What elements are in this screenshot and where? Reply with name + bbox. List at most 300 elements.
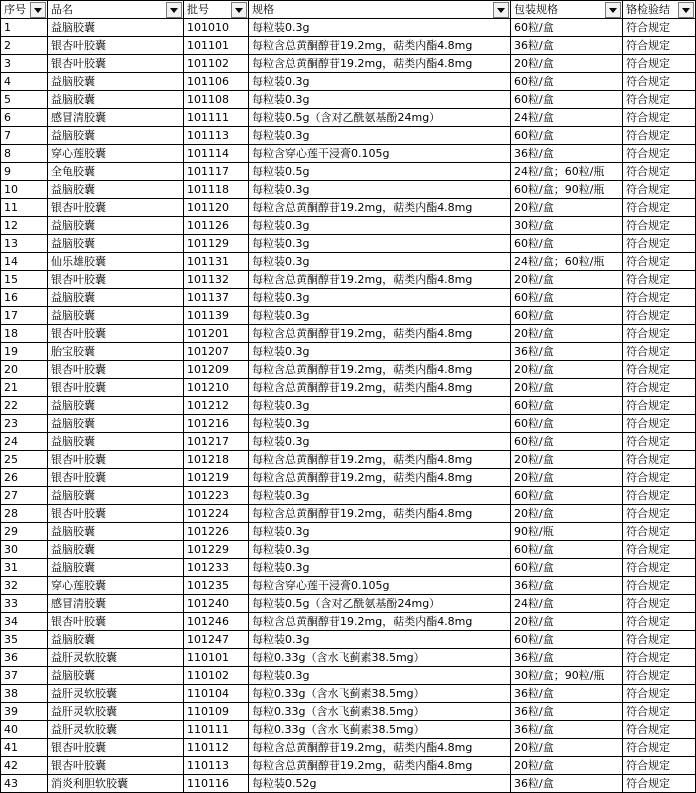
- cell-index[interactable]: 26: [1, 469, 48, 487]
- cell-spec[interactable]: 每粒0.33g（含水飞蓟素38.5mg）: [249, 721, 511, 739]
- cell-index[interactable]: 15: [1, 271, 48, 289]
- cell-product-name[interactable]: 银杏叶胶囊: [48, 505, 184, 523]
- cell-batch[interactable]: 101106: [184, 73, 249, 91]
- filter-dropdown-icon[interactable]: [605, 2, 621, 18]
- cell-index[interactable]: 43: [1, 775, 48, 793]
- cell-product-name[interactable]: 银杏叶胶囊: [48, 37, 184, 55]
- cell-result[interactable]: 符合规定: [623, 505, 696, 523]
- cell-result[interactable]: 符合规定: [623, 433, 696, 451]
- cell-batch[interactable]: 101101: [184, 37, 249, 55]
- cell-product-name[interactable]: 银杏叶胶囊: [48, 379, 184, 397]
- cell-index[interactable]: 21: [1, 379, 48, 397]
- cell-index[interactable]: 34: [1, 613, 48, 631]
- cell-index[interactable]: 36: [1, 649, 48, 667]
- cell-batch[interactable]: 110113: [184, 757, 249, 775]
- cell-package[interactable]: 60粒/盒: [511, 541, 623, 559]
- cell-batch[interactable]: 101226: [184, 523, 249, 541]
- cell-result[interactable]: 符合规定: [623, 757, 696, 775]
- cell-spec[interactable]: 每粒装0.3g: [249, 631, 511, 649]
- cell-package[interactable]: 36粒/盒: [511, 145, 623, 163]
- cell-spec[interactable]: 每粒含总黄酮醇苷19.2mg，萜类内酯4.8mg: [249, 361, 511, 379]
- cell-package[interactable]: 20粒/盒: [511, 505, 623, 523]
- table-row: [1, 559, 696, 577]
- cell-product-name[interactable]: 银杏叶胶囊: [48, 325, 184, 343]
- cell-batch[interactable]: 101114: [184, 145, 249, 163]
- cell-result[interactable]: 符合规定: [623, 577, 696, 595]
- cell-result[interactable]: 符合规定: [623, 649, 696, 667]
- cell-product-name[interactable]: 感冒清胶囊: [48, 109, 184, 127]
- cell-package[interactable]: 20粒/盒: [511, 271, 623, 289]
- cell-product-name[interactable]: 益脑胶囊: [48, 217, 184, 235]
- cell-result[interactable]: 符合规定: [623, 91, 696, 109]
- cell-index[interactable]: 10: [1, 181, 48, 199]
- cell-package[interactable]: 36粒/盒: [511, 721, 623, 739]
- table-row: [1, 757, 696, 775]
- cell-index[interactable]: 33: [1, 595, 48, 613]
- cell-product-name[interactable]: 银杏叶胶囊: [48, 757, 184, 775]
- cell-spec[interactable]: 每粒装0.5g: [249, 163, 511, 181]
- cell-package[interactable]: 30粒/盒；90粒/瓶: [511, 667, 623, 685]
- cell-result[interactable]: 符合规定: [623, 361, 696, 379]
- cell-index[interactable]: 19: [1, 343, 48, 361]
- cell-index[interactable]: 24: [1, 433, 48, 451]
- cell-result[interactable]: 符合规定: [623, 307, 696, 325]
- cell-index[interactable]: 6: [1, 109, 48, 127]
- cell-result[interactable]: 符合规定: [623, 55, 696, 73]
- cell-result[interactable]: 符合规定: [623, 469, 696, 487]
- cell-index[interactable]: 42: [1, 757, 48, 775]
- cell-spec[interactable]: 每粒装0.3g: [249, 433, 511, 451]
- cell-spec[interactable]: 每粒含总黄酮醇苷19.2mg，萜类内酯4.8mg: [249, 451, 511, 469]
- cell-product-name[interactable]: 胎宝胶囊: [48, 343, 184, 361]
- cell-index[interactable]: 30: [1, 541, 48, 559]
- cell-index[interactable]: 38: [1, 685, 48, 703]
- cell-package[interactable]: 20粒/盒: [511, 361, 623, 379]
- cell-product-name[interactable]: 益脑胶囊: [48, 631, 184, 649]
- cell-spec[interactable]: 每粒含总黄酮醇苷19.2mg，萜类内酯4.8mg: [249, 379, 511, 397]
- cell-result[interactable]: 符合规定: [623, 523, 696, 541]
- cell-index[interactable]: 25: [1, 451, 48, 469]
- cell-package[interactable]: 36粒/盒: [511, 649, 623, 667]
- cell-result[interactable]: 符合规定: [623, 235, 696, 253]
- cell-spec[interactable]: 每粒含总黄酮醇苷19.2mg，萜类内酯4.8mg: [249, 505, 511, 523]
- cell-product-name[interactable]: 益肝灵软胶囊: [48, 703, 184, 721]
- cell-product-name[interactable]: 银杏叶胶囊: [48, 55, 184, 73]
- table-row: [1, 379, 696, 397]
- cell-batch[interactable]: 101246: [184, 613, 249, 631]
- cell-index[interactable]: 23: [1, 415, 48, 433]
- cell-batch[interactable]: 101111: [184, 109, 249, 127]
- cell-index[interactable]: 37: [1, 667, 48, 685]
- cell-package[interactable]: 24粒/盒；60粒/瓶: [511, 163, 623, 181]
- cell-package[interactable]: 20粒/盒: [511, 325, 623, 343]
- cell-batch[interactable]: 101132: [184, 271, 249, 289]
- cell-batch[interactable]: 110111: [184, 721, 249, 739]
- cell-index[interactable]: 2: [1, 37, 48, 55]
- cell-package[interactable]: 20粒/盒: [511, 199, 623, 217]
- cell-result[interactable]: 符合规定: [623, 343, 696, 361]
- cell-spec[interactable]: 每粒装0.3g: [249, 343, 511, 361]
- cell-index[interactable]: 18: [1, 325, 48, 343]
- cell-product-name[interactable]: 仙乐雄胶囊: [48, 253, 184, 271]
- cell-index[interactable]: 28: [1, 505, 48, 523]
- cell-batch[interactable]: 101131: [184, 253, 249, 271]
- cell-index[interactable]: 27: [1, 487, 48, 505]
- cell-batch[interactable]: 110101: [184, 649, 249, 667]
- table-row: [1, 37, 696, 55]
- cell-batch[interactable]: 110104: [184, 685, 249, 703]
- table-row: [1, 541, 696, 559]
- cell-package[interactable]: 20粒/盒: [511, 739, 623, 757]
- cell-package[interactable]: 36粒/盒: [511, 343, 623, 361]
- cell-index[interactable]: 31: [1, 559, 48, 577]
- cell-result[interactable]: 符合规定: [623, 289, 696, 307]
- cell-product-name[interactable]: 益肝灵软胶囊: [48, 649, 184, 667]
- cell-product-name[interactable]: 益脑胶囊: [48, 433, 184, 451]
- header-row: [1, 1, 696, 19]
- cell-batch[interactable]: 101120: [184, 199, 249, 217]
- cell-product-name[interactable]: 益脑胶囊: [48, 307, 184, 325]
- cell-product-name[interactable]: 益肝灵软胶囊: [48, 685, 184, 703]
- cell-result[interactable]: 符合规定: [623, 19, 696, 37]
- cell-package[interactable]: 60粒/盒: [511, 433, 623, 451]
- cell-result[interactable]: 符合规定: [623, 397, 696, 415]
- cell-result[interactable]: 符合规定: [623, 199, 696, 217]
- table-row: [1, 397, 696, 415]
- cell-batch[interactable]: 101201: [184, 325, 249, 343]
- cell-index[interactable]: 5: [1, 91, 48, 109]
- cell-product-name[interactable]: 益脑胶囊: [48, 91, 184, 109]
- cell-spec[interactable]: 每粒含总黄酮醇苷19.2mg，萜类内酯4.8mg: [249, 271, 511, 289]
- cell-batch[interactable]: 101113: [184, 127, 249, 145]
- cell-batch[interactable]: 101219: [184, 469, 249, 487]
- cell-package[interactable]: 20粒/盒: [511, 757, 623, 775]
- cell-product-name[interactable]: 益脑胶囊: [48, 415, 184, 433]
- cell-batch[interactable]: 101223: [184, 487, 249, 505]
- cell-product-name[interactable]: 益脑胶囊: [48, 235, 184, 253]
- cell-batch[interactable]: 101233: [184, 559, 249, 577]
- cell-batch[interactable]: 101235: [184, 577, 249, 595]
- cell-package[interactable]: 20粒/盒: [511, 55, 623, 73]
- cell-index[interactable]: 3: [1, 55, 48, 73]
- cell-batch[interactable]: 101210: [184, 379, 249, 397]
- cell-package[interactable]: 36粒/盒: [511, 37, 623, 55]
- cell-result[interactable]: 符合规定: [623, 37, 696, 55]
- cell-result[interactable]: 符合规定: [623, 451, 696, 469]
- cell-index[interactable]: 29: [1, 523, 48, 541]
- cell-index[interactable]: 14: [1, 253, 48, 271]
- cell-spec[interactable]: 每粒含总黄酮醇苷19.2mg，萜类内酯4.8mg: [249, 199, 511, 217]
- cell-index[interactable]: 32: [1, 577, 48, 595]
- cell-package[interactable]: 20粒/盒: [511, 379, 623, 397]
- cell-product-name[interactable]: 银杏叶胶囊: [48, 739, 184, 757]
- cell-spec[interactable]: 每粒装0.3g: [249, 253, 511, 271]
- table-row: [1, 73, 696, 91]
- cell-product-name[interactable]: 感冒清胶囊: [48, 595, 184, 613]
- cell-spec[interactable]: 每粒装0.3g: [249, 397, 511, 415]
- cell-product-name[interactable]: 益肝灵软胶囊: [48, 721, 184, 739]
- cell-product-name[interactable]: 银杏叶胶囊: [48, 451, 184, 469]
- cell-index[interactable]: 12: [1, 217, 48, 235]
- cell-index[interactable]: 7: [1, 127, 48, 145]
- cell-batch[interactable]: 101247: [184, 631, 249, 649]
- cell-product-name[interactable]: 银杏叶胶囊: [48, 271, 184, 289]
- cell-spec[interactable]: 每粒含总黄酮醇苷19.2mg，萜类内酯4.8mg: [249, 739, 511, 757]
- cell-batch[interactable]: 110116: [184, 775, 249, 793]
- cell-spec[interactable]: 每粒装0.3g: [249, 127, 511, 145]
- cell-package[interactable]: 30粒/盒: [511, 217, 623, 235]
- table-row: [1, 451, 696, 469]
- cell-batch[interactable]: 101217: [184, 433, 249, 451]
- cell-product-name[interactable]: 益脑胶囊: [48, 127, 184, 145]
- table-row: [1, 487, 696, 505]
- cell-spec[interactable]: 每粒装0.3g: [249, 217, 511, 235]
- cell-spec[interactable]: 每粒装0.3g: [249, 91, 511, 109]
- cell-result[interactable]: 符合规定: [623, 739, 696, 757]
- cell-batch[interactable]: 101129: [184, 235, 249, 253]
- cell-package[interactable]: 36粒/盒: [511, 703, 623, 721]
- cell-batch[interactable]: 101207: [184, 343, 249, 361]
- cell-result[interactable]: 符合规定: [623, 73, 696, 91]
- cell-batch[interactable]: 101118: [184, 181, 249, 199]
- table-row: [1, 523, 696, 541]
- cell-package[interactable]: 60粒/盒: [511, 397, 623, 415]
- cell-result[interactable]: 符合规定: [623, 127, 696, 145]
- cell-index[interactable]: 39: [1, 703, 48, 721]
- cell-index[interactable]: 11: [1, 199, 48, 217]
- cell-spec[interactable]: 每粒装0.5g（含对乙酰氨基酚24mg）: [249, 109, 511, 127]
- table-row: [1, 127, 696, 145]
- cell-package[interactable]: 60粒/盒: [511, 127, 623, 145]
- cell-index[interactable]: 40: [1, 721, 48, 739]
- table-row: [1, 217, 696, 235]
- cell-spec[interactable]: 每粒装0.3g: [249, 307, 511, 325]
- cell-spec[interactable]: 每粒装0.3g: [249, 415, 511, 433]
- cell-product-name[interactable]: 益脑胶囊: [48, 667, 184, 685]
- cell-product-name[interactable]: 银杏叶胶囊: [48, 469, 184, 487]
- cell-spec[interactable]: 每粒含总黄酮醇苷19.2mg，萜类内酯4.8mg: [249, 37, 511, 55]
- cell-package[interactable]: 24粒/盒；60粒/瓶: [511, 253, 623, 271]
- table-row: [1, 289, 696, 307]
- cell-package[interactable]: 60粒/盒: [511, 91, 623, 109]
- cell-result[interactable]: 符合规定: [623, 379, 696, 397]
- table-row: [1, 307, 696, 325]
- cell-product-name[interactable]: 益脑胶囊: [48, 73, 184, 91]
- cell-package[interactable]: 60粒/盒: [511, 73, 623, 91]
- table-row: [1, 235, 696, 253]
- cell-batch[interactable]: 101229: [184, 541, 249, 559]
- cell-index[interactable]: 9: [1, 163, 48, 181]
- cell-result[interactable]: 符合规定: [623, 631, 696, 649]
- cell-spec[interactable]: 每粒含穿心莲干浸膏0.105g: [249, 577, 511, 595]
- cell-package[interactable]: 36粒/盒: [511, 577, 623, 595]
- filter-dropdown-icon[interactable]: [678, 2, 694, 18]
- table-row: [1, 253, 696, 271]
- table-row: [1, 91, 696, 109]
- filter-dropdown-icon[interactable]: [231, 2, 247, 18]
- cell-spec[interactable]: 每粒0.33g（含水飞蓟素38.5mg）: [249, 703, 511, 721]
- cell-product-name[interactable]: 银杏叶胶囊: [48, 613, 184, 631]
- cell-index[interactable]: 13: [1, 235, 48, 253]
- table-row: [1, 415, 696, 433]
- cell-index[interactable]: 1: [1, 19, 48, 37]
- cell-product-name[interactable]: 益脑胶囊: [48, 289, 184, 307]
- cell-spec[interactable]: 每粒含总黄酮醇苷19.2mg，萜类内酯4.8mg: [249, 55, 511, 73]
- cell-index[interactable]: 41: [1, 739, 48, 757]
- header-label: 序号: [4, 3, 26, 16]
- cell-package[interactable]: 24粒/盒: [511, 109, 623, 127]
- cell-batch[interactable]: 101216: [184, 415, 249, 433]
- cell-product-name[interactable]: 银杏叶胶囊: [48, 199, 184, 217]
- cell-batch[interactable]: 110102: [184, 667, 249, 685]
- cell-result[interactable]: 符合规定: [623, 613, 696, 631]
- cell-spec[interactable]: 每粒含总黄酮醇苷19.2mg，萜类内酯4.8mg: [249, 757, 511, 775]
- cell-result[interactable]: 符合规定: [623, 721, 696, 739]
- cell-result[interactable]: 符合规定: [623, 109, 696, 127]
- table-row: [1, 199, 696, 217]
- cell-result[interactable]: 符合规定: [623, 703, 696, 721]
- filter-dropdown-icon[interactable]: [493, 2, 509, 18]
- cell-result[interactable]: 符合规定: [623, 595, 696, 613]
- cell-result[interactable]: 符合规定: [623, 325, 696, 343]
- cell-spec[interactable]: 每粒装0.3g: [249, 487, 511, 505]
- cell-result[interactable]: 符合规定: [623, 775, 696, 793]
- cell-batch[interactable]: 101209: [184, 361, 249, 379]
- column-header-result: [623, 1, 696, 19]
- table-row: [1, 685, 696, 703]
- cell-index[interactable]: 35: [1, 631, 48, 649]
- cell-batch[interactable]: 101240: [184, 595, 249, 613]
- cell-result[interactable]: 符合规定: [623, 487, 696, 505]
- filter-dropdown-icon[interactable]: [30, 2, 46, 18]
- cell-batch[interactable]: 101010: [184, 19, 249, 37]
- cell-spec[interactable]: 每粒装0.3g: [249, 73, 511, 91]
- cell-product-name[interactable]: 银杏叶胶囊: [48, 361, 184, 379]
- cell-result[interactable]: 符合规定: [623, 181, 696, 199]
- cell-spec[interactable]: 每粒含穿心莲干浸膏0.105g: [249, 145, 511, 163]
- cell-package[interactable]: 20粒/盒: [511, 469, 623, 487]
- cell-result[interactable]: 符合规定: [623, 667, 696, 685]
- cell-batch[interactable]: 101102: [184, 55, 249, 73]
- cell-result[interactable]: 符合规定: [623, 163, 696, 181]
- cell-product-name[interactable]: 穿心莲胶囊: [48, 145, 184, 163]
- table-row: [1, 739, 696, 757]
- cell-index[interactable]: 4: [1, 73, 48, 91]
- cell-result[interactable]: 符合规定: [623, 559, 696, 577]
- cell-package[interactable]: 20粒/盒: [511, 451, 623, 469]
- cell-package[interactable]: 60粒/盒: [511, 631, 623, 649]
- table-row: [1, 577, 696, 595]
- table-row: [1, 361, 696, 379]
- cell-batch[interactable]: 101224: [184, 505, 249, 523]
- table-row: [1, 343, 696, 361]
- cell-index[interactable]: 17: [1, 307, 48, 325]
- cell-index[interactable]: 20: [1, 361, 48, 379]
- cell-spec[interactable]: 每粒装0.3g: [249, 181, 511, 199]
- cell-batch[interactable]: 110112: [184, 739, 249, 757]
- cell-spec[interactable]: 每粒含总黄酮醇苷19.2mg，萜类内酯4.8mg: [249, 613, 511, 631]
- cell-spec[interactable]: 每粒装0.5g（含对乙酰氨基酚24mg）: [249, 595, 511, 613]
- cell-product-name[interactable]: 益脑胶囊: [48, 487, 184, 505]
- table-row: [1, 613, 696, 631]
- cell-result[interactable]: 符合规定: [623, 145, 696, 163]
- cell-package[interactable]: 36粒/盒: [511, 685, 623, 703]
- cell-batch[interactable]: 101126: [184, 217, 249, 235]
- cell-batch[interactable]: 101108: [184, 91, 249, 109]
- cell-result[interactable]: 符合规定: [623, 217, 696, 235]
- cell-package[interactable]: 36粒/盒: [511, 775, 623, 793]
- table-row: [1, 163, 696, 181]
- cell-product-name[interactable]: 益脑胶囊: [48, 19, 184, 37]
- cell-spec[interactable]: 每粒0.33g（含水飞蓟素38.5mg）: [249, 649, 511, 667]
- header-label: 铬检验结: [626, 3, 670, 16]
- cell-package[interactable]: 60粒/盒: [511, 19, 623, 37]
- cell-batch[interactable]: 101117: [184, 163, 249, 181]
- cell-batch[interactable]: 110109: [184, 703, 249, 721]
- cell-package[interactable]: 90粒/瓶: [511, 523, 623, 541]
- filter-dropdown-icon[interactable]: [166, 2, 182, 18]
- column-header-package: [511, 1, 623, 19]
- cell-product-name[interactable]: 消炎利胆软胶囊: [48, 775, 184, 793]
- cell-package[interactable]: 60粒/盒: [511, 235, 623, 253]
- cell-result[interactable]: 符合规定: [623, 271, 696, 289]
- cell-spec[interactable]: 每粒装0.3g: [249, 523, 511, 541]
- cell-product-name[interactable]: 益脑胶囊: [48, 181, 184, 199]
- cell-batch[interactable]: 101137: [184, 289, 249, 307]
- cell-product-name[interactable]: 益脑胶囊: [48, 559, 184, 577]
- cell-index[interactable]: 8: [1, 145, 48, 163]
- cell-package[interactable]: 60粒/盒: [511, 307, 623, 325]
- table-row: [1, 631, 696, 649]
- cell-package[interactable]: 60粒/盒: [511, 289, 623, 307]
- cell-batch[interactable]: 101212: [184, 397, 249, 415]
- cell-spec[interactable]: 每粒含总黄酮醇苷19.2mg，萜类内酯4.8mg: [249, 325, 511, 343]
- cell-spec[interactable]: 每粒装0.3g: [249, 667, 511, 685]
- cell-spec[interactable]: 每粒装0.52g: [249, 775, 511, 793]
- cell-product-name[interactable]: 益脑胶囊: [48, 397, 184, 415]
- cell-spec[interactable]: 每粒0.33g（含水飞蓟素38.5mg）: [249, 685, 511, 703]
- table-row: [1, 145, 696, 163]
- cell-spec[interactable]: 每粒装0.3g: [249, 235, 511, 253]
- cell-product-name[interactable]: 穿心莲胶囊: [48, 577, 184, 595]
- cell-package[interactable]: 20粒/盒: [511, 613, 623, 631]
- table-row: [1, 649, 696, 667]
- cell-index[interactable]: 22: [1, 397, 48, 415]
- cell-package[interactable]: 24粒/盒: [511, 595, 623, 613]
- cell-spec[interactable]: 每粒装0.3g: [249, 289, 511, 307]
- header-label: 批号: [187, 3, 209, 16]
- cell-spec[interactable]: 每粒装0.3g: [249, 541, 511, 559]
- cell-package[interactable]: 60粒/盒: [511, 415, 623, 433]
- cell-result[interactable]: 符合规定: [623, 253, 696, 271]
- cell-result[interactable]: 符合规定: [623, 415, 696, 433]
- table-row: [1, 667, 696, 685]
- cell-package[interactable]: 60粒/盒；90粒/瓶: [511, 181, 623, 199]
- cell-product-name[interactable]: 益脑胶囊: [48, 541, 184, 559]
- cell-package[interactable]: 60粒/盒: [511, 487, 623, 505]
- cell-product-name[interactable]: 全龟胶囊: [48, 163, 184, 181]
- cell-result[interactable]: 符合规定: [623, 685, 696, 703]
- cell-batch[interactable]: 101218: [184, 451, 249, 469]
- cell-product-name[interactable]: 益脑胶囊: [48, 523, 184, 541]
- cell-batch[interactable]: 101139: [184, 307, 249, 325]
- cell-spec[interactable]: 每粒装0.3g: [249, 559, 511, 577]
- cell-result[interactable]: 符合规定: [623, 541, 696, 559]
- cell-spec[interactable]: 每粒含总黄酮醇苷19.2mg，萜类内酯4.8mg: [249, 469, 511, 487]
- cell-index[interactable]: 16: [1, 289, 48, 307]
- cell-spec[interactable]: 每粒装0.3g: [249, 19, 511, 37]
- cell-package[interactable]: 60粒/盒: [511, 559, 623, 577]
